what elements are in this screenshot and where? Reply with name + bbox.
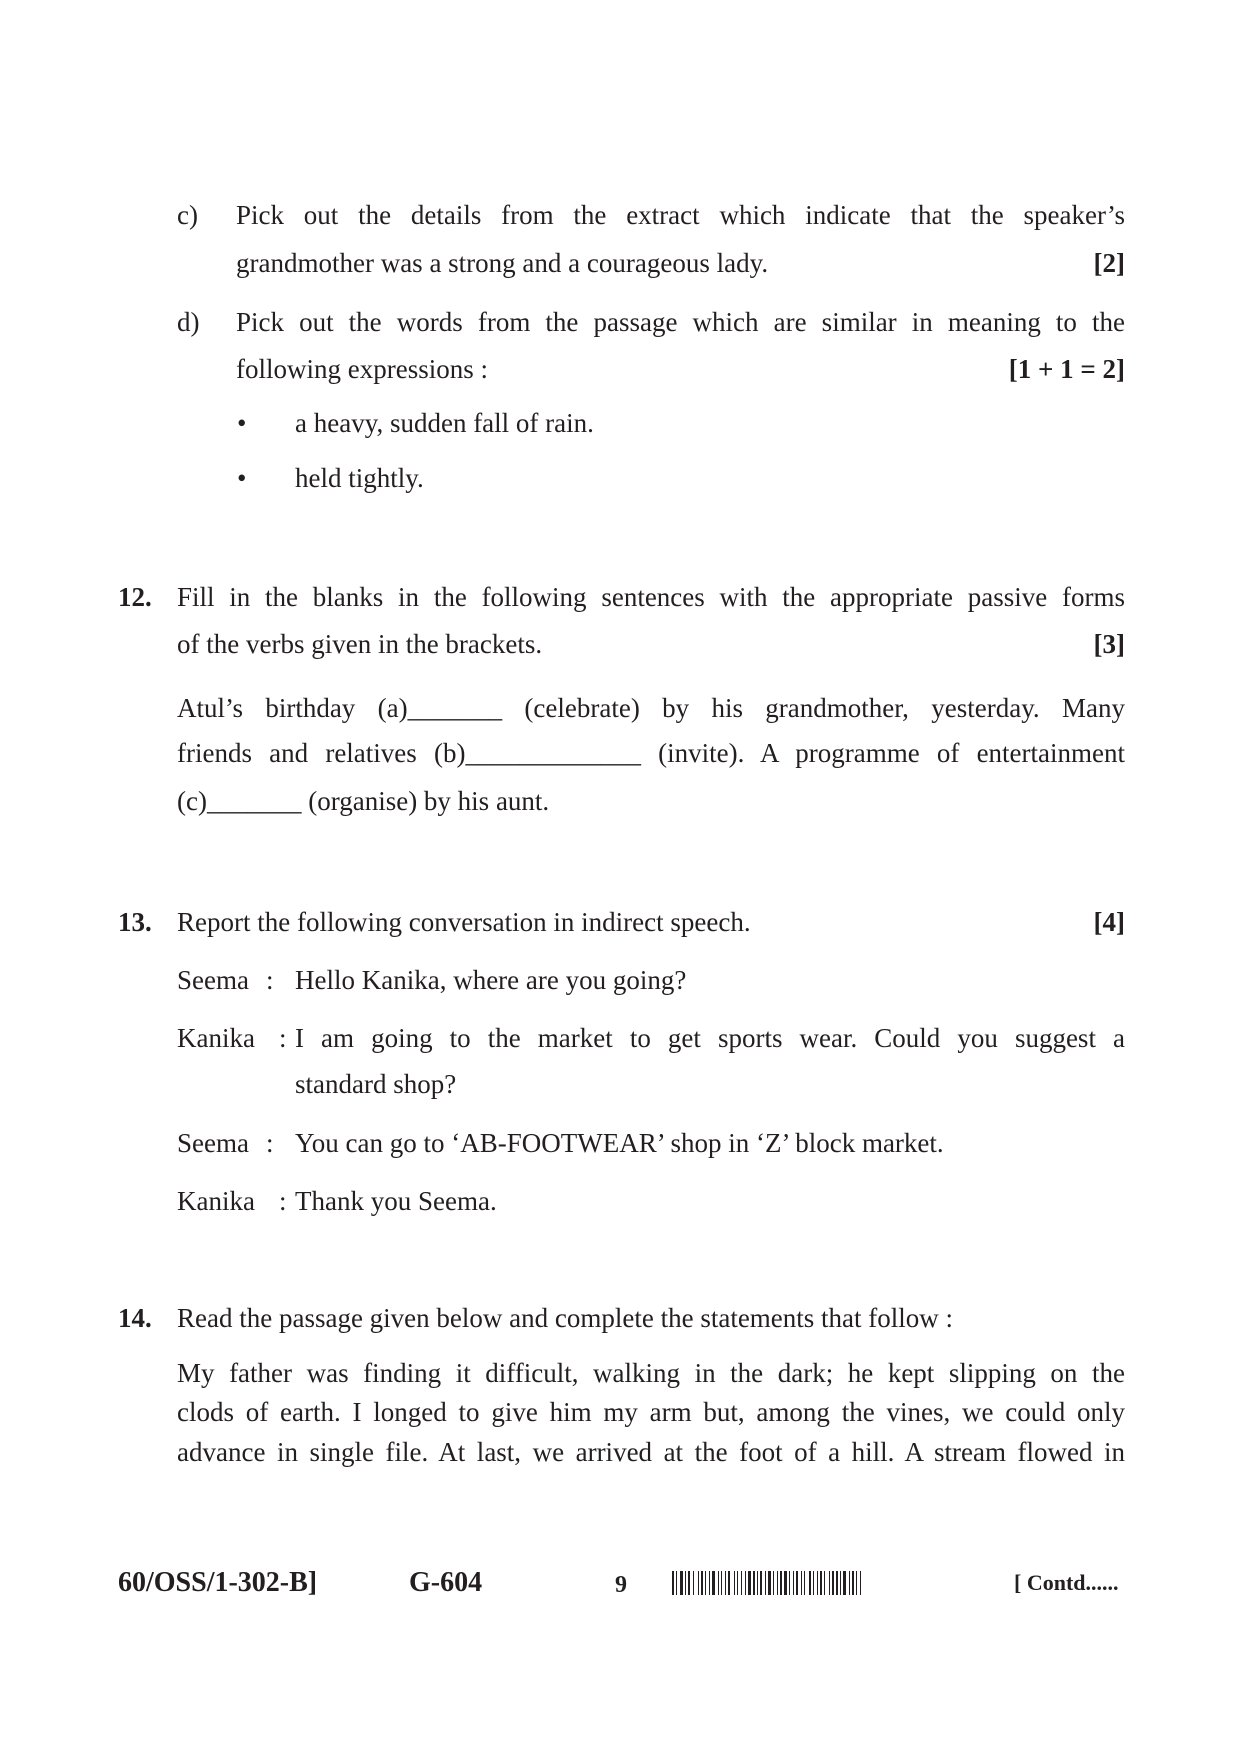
- barcode-bar: [676, 1571, 677, 1595]
- q13-prompt: Report the following conversation in indirect speech.: [177, 907, 751, 937]
- footer-page-number: 9: [615, 1572, 627, 1598]
- barcode-bar: [856, 1571, 857, 1595]
- q13-text-2: I am going to the market to get sports wear. Could you suggest a: [295, 1023, 1125, 1053]
- barcode-bar: [672, 1571, 674, 1595]
- barcode-bar: [741, 1571, 742, 1595]
- q13-sep-2: :: [279, 1023, 287, 1053]
- barcode-bar: [765, 1571, 766, 1595]
- q13-text-1: Hello Kanika, where are you going?: [295, 965, 687, 995]
- barcode-bar: [701, 1571, 703, 1595]
- barcode-bar: [804, 1571, 805, 1595]
- barcode-bar: [813, 1571, 814, 1595]
- barcode-bar: [680, 1571, 683, 1595]
- barcode-bar: [737, 1571, 738, 1595]
- barcode-bar: [784, 1571, 787, 1595]
- barcode-bar: [843, 1571, 846, 1595]
- q11-d-bullet-2: held tightly.: [295, 463, 424, 493]
- q14-passage-line2: clods of earth. I longed to give him my arm but, among the vines, we could only: [177, 1397, 1125, 1427]
- q14-passage-line3: advance in single file. At last, we arrived at the foot of a hill. A stream flowed in: [177, 1437, 1125, 1467]
- barcode-bar: [721, 1571, 722, 1595]
- barcode-bar: [801, 1571, 802, 1595]
- barcode-bar: [698, 1571, 699, 1595]
- barcode-bar: [753, 1571, 755, 1595]
- q13-speaker-3: Seema: [177, 1128, 249, 1158]
- q12-para-line2: friends and relatives (b)_____________ (invite). A programme of entertainment: [177, 738, 1125, 768]
- q11-d-marks: [1 + 1 = 2]: [1008, 354, 1125, 384]
- q12-para-line3: (c)_______ (organise) by his aunt.: [177, 786, 550, 816]
- q13-sep-4: :: [279, 1186, 287, 1216]
- barcode: [672, 1571, 1012, 1595]
- barcode-bar: [777, 1571, 778, 1595]
- bullet-icon: •: [237, 463, 247, 493]
- barcode-bar: [734, 1571, 735, 1595]
- barcode-bar: [725, 1571, 726, 1595]
- q13-number: 13.: [118, 907, 152, 937]
- barcode-bar: [728, 1571, 730, 1595]
- q13-speaker-2: Kanika: [177, 1023, 255, 1053]
- barcode-bar: [849, 1571, 850, 1595]
- q14-passage-line1: My father was finding it difficult, walking in the dark; he kept slipping on the: [177, 1358, 1125, 1388]
- barcode-bar: [768, 1571, 771, 1595]
- barcode-bar: [789, 1571, 790, 1595]
- barcode-bar: [793, 1571, 794, 1595]
- q14-prompt: Read the passage given below and complete the statements that follow :: [177, 1303, 954, 1333]
- q14-number: 14.: [118, 1303, 152, 1333]
- barcode-bar: [757, 1571, 758, 1595]
- barcode-bar: [824, 1571, 825, 1595]
- q13-text-2b: standard shop?: [295, 1069, 457, 1099]
- barcode-bar: [829, 1571, 830, 1595]
- bullet-icon: •: [237, 408, 247, 438]
- q13-speaker-4: Kanika: [177, 1186, 255, 1216]
- barcode-bar: [712, 1571, 715, 1595]
- barcode-bar: [705, 1571, 706, 1595]
- barcode-bar: [718, 1571, 719, 1595]
- q11-c-line1: Pick out the details from the extract which indicate that the speaker’s: [236, 200, 1125, 230]
- barcode-bar: [760, 1571, 762, 1595]
- q13-text-4: Thank you Seema.: [295, 1186, 497, 1216]
- barcode-bar: [796, 1571, 798, 1595]
- q11-c-line2: grandmother was a strong and a courageous lady.: [236, 248, 769, 278]
- barcode-bar: [840, 1571, 841, 1595]
- q11-d-bullet-1: a heavy, sudden fall of rain.: [295, 408, 594, 438]
- barcode-bar: [688, 1571, 690, 1595]
- barcode-bar: [693, 1571, 694, 1595]
- barcode-bar: [780, 1571, 782, 1595]
- barcode-bar: [836, 1571, 838, 1595]
- q11-d-line2: following expressions :: [236, 354, 488, 384]
- barcode-bar: [817, 1571, 818, 1595]
- barcode-bar: [820, 1571, 822, 1595]
- barcode-bar: [852, 1571, 854, 1595]
- q13-sep-3: :: [266, 1128, 274, 1158]
- barcode-bar: [860, 1571, 861, 1595]
- barcode-bar: [773, 1571, 774, 1595]
- q11-d-line1: Pick out the words from the passage which are similar in meaning to the: [236, 307, 1125, 337]
- barcode-bar: [748, 1571, 751, 1595]
- q11-c-marks: [2]: [1093, 248, 1125, 278]
- barcode-bar: [809, 1571, 811, 1595]
- q12-para-line1: Atul’s birthday (a)_______ (celebrate) by his grandmother, yesterday. Many: [177, 693, 1125, 723]
- barcode-bar: [685, 1571, 686, 1595]
- q13-marks: [4]: [1093, 907, 1125, 937]
- footer-contd: [ Contd......: [1014, 1570, 1119, 1595]
- q13-sep-1: :: [266, 965, 274, 995]
- barcode-bar: [832, 1571, 834, 1595]
- footer-series: G-604: [409, 1567, 483, 1598]
- barcode-bar: [709, 1571, 710, 1595]
- q12-marks: [3]: [1093, 629, 1125, 659]
- q12-line2: of the verbs given in the brackets.: [177, 629, 543, 659]
- q11-d-label: d): [177, 307, 200, 337]
- q13-speaker-1: Seema: [177, 965, 249, 995]
- q12-line1: Fill in the blanks in the following sentences with the appropriate passive forms: [177, 582, 1125, 612]
- q11-c-label: c): [177, 200, 198, 230]
- barcode-bar: [745, 1571, 746, 1595]
- q12-number: 12.: [118, 582, 152, 612]
- footer-exam-code: 60/OSS/1-302-B]: [118, 1567, 318, 1598]
- q13-text-3: You can go to ‘AB-FOOTWEAR’ shop in ‘Z’ block market.: [295, 1128, 944, 1158]
